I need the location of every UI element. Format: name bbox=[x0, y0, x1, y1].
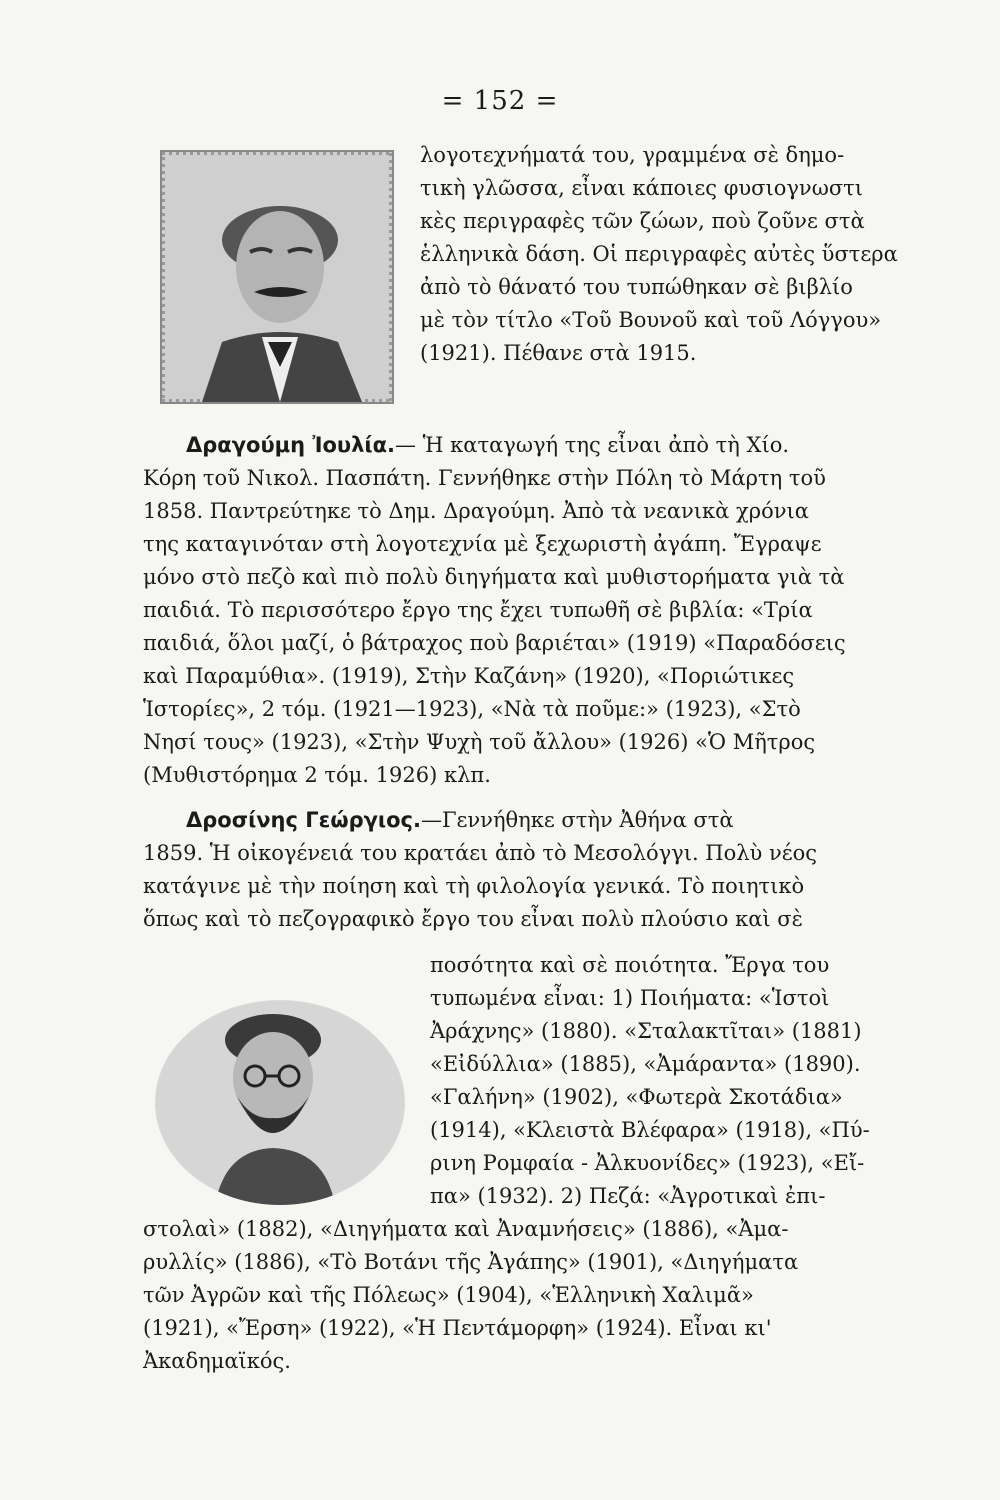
portrait-photo-man-moustache bbox=[160, 150, 394, 404]
heading-drosinis: Δροσίνης Γεώργιος. bbox=[186, 808, 421, 832]
text-line: τῶν Ἀγρῶν καὶ τῆς Πόλεως» (1904), «Ἑλληνικὴ Χαλιμᾶ» bbox=[143, 1283, 754, 1307]
text-line: πα» (1932). 2) Πεζά: «Ἀγροτικαὶ ἐπι- bbox=[430, 1184, 826, 1208]
text-line: παιδιά, ὅλοι μαζί, ὁ βάτραχος ποὺ βαριέται» (1919) «Παραδόσεις bbox=[143, 631, 846, 655]
text-line: στολαὶ» (1882), «Διηγήματα καὶ Ἀναμνήσεις» (1886), «Ἀμα- bbox=[143, 1217, 789, 1241]
text-line: (Μυθιστόρημα 2 τόμ. 1926) κλπ. bbox=[143, 763, 491, 787]
text-line: (1921), «Ἔρση» (1922), «Ἡ Πεντάμορφη» (1924). Εἶναι κι' bbox=[143, 1316, 772, 1340]
heading-dragoumi: Δραγούμη Ἰουλία. bbox=[186, 433, 395, 457]
text-line: παιδιά. Τὸ περισσότερο ἔργο της ἔχει τυπωθῆ σὲ βιβλία: «Τρία bbox=[143, 598, 813, 622]
text-line: «Γαλήνη» (1902), «Φωτερὰ Σκοτάδια» bbox=[430, 1085, 843, 1109]
text-line: Κόρη τοῦ Νικολ. Πασπάτη. Γεννήθηκε στὴν Πόλη τὸ Μάρτη τοῦ bbox=[143, 466, 826, 490]
text-line: μόνο στὸ πεζὸ καὶ πιὸ πολὺ διηγήματα καὶ μυθιστορήματα γιὰ τὰ bbox=[143, 565, 845, 589]
text-line: ρυλλίς» (1886), «Τὸ Βοτάνι τῆς Ἀγάπης» (1901), «Διηγήματα bbox=[143, 1250, 799, 1274]
text-line: ρινη Ρομφαία - Ἀλκυονίδες» (1923), «Εἴ- bbox=[430, 1151, 865, 1175]
portrait-illustration-oval bbox=[155, 1000, 405, 1205]
text-line: —Γεννήθηκε στὴν Ἀθήνα στὰ bbox=[420, 808, 734, 832]
text-line: κατάγινε μὲ τὴν ποίηση καὶ τὴ φιλολογία γενικά. Τὸ ποιητικὸ bbox=[143, 874, 805, 898]
text-line: ἑλληνικὰ δάση. Οἱ περιγραφὲς αὐτὲς ὕστερα bbox=[420, 242, 898, 266]
text-line: καὶ Παραμύθια». (1919), Στὴν Καζάνη» (1920), «Πoριώτικες bbox=[143, 664, 795, 688]
text-line: της καταγινόταν στὴ λογοτεχνία μὲ ξεχωριστὴ ἀγάπη. Ἔγραψε bbox=[143, 532, 822, 556]
text-line: κὲς περιγραφὲς τῶν ζώων, ποὺ ζοῦνε στὰ bbox=[420, 209, 865, 233]
text-line: (1914), «Κλειστὰ Βλέφαρα» (1918), «Πύ- bbox=[430, 1118, 870, 1142]
text-line: ἀπὸ τὸ θάνατό του τυπώθηκαν σὲ βιβλίο bbox=[420, 275, 853, 299]
text-line: Ἱστορίες», 2 τόμ. (1921—1923), «Νὰ τὰ ποῦμε:» (1923), «Στὸ bbox=[143, 697, 801, 721]
text-line: μὲ τὸν τίτλο «Τοῦ Βουνοῦ καὶ τοῦ Λόγγου» bbox=[420, 308, 882, 332]
entry-dragoumi bbox=[186, 430, 789, 460]
text-line: ποσότητα καὶ σὲ ποιότητα. Ἔργα του bbox=[430, 953, 830, 977]
text-line: «Εἰδύλλια» (1885), «Ἀμάραντα» (1890). bbox=[430, 1052, 861, 1076]
text-line: — Ἡ καταγωγή της εἶναι ἀπὸ τὴ Χίο. bbox=[394, 433, 790, 457]
text-line: 1858. Παντρεύτηκε τὸ Δημ. Δραγούμη. Ἀπὸ τὰ νεανικὰ χρόνια bbox=[143, 499, 809, 523]
text-line: τυπωμένα εἶναι: 1) Ποιήματα: «Ἱστοὶ bbox=[430, 986, 830, 1010]
text-line: Νησί τους» (1923), «Στὴν Ψυχὴ τοῦ ἄλλου» (1926) «Ὁ Μῆτρος bbox=[143, 730, 816, 754]
page-number: = 152 = bbox=[441, 86, 559, 116]
text-line: 1859. Ἡ οἰκογένειά του κρατάει ἀπὸ τὸ Μεσολόγγι. Πολὺ νέος bbox=[143, 841, 818, 865]
text-line: Ἀκαδημαϊκός. bbox=[143, 1349, 291, 1373]
portrait-illustration bbox=[162, 152, 392, 402]
portrait-photo-man-beard-glasses bbox=[155, 1000, 405, 1205]
text-line: Ἀράχνης» (1880). «Σταλακτῖται» (1881) bbox=[430, 1019, 862, 1043]
text-line: τικὴ γλῶσσα, εἶναι κάποιες φυσιογνωστι bbox=[420, 176, 863, 200]
text-line: ὅπως καὶ τὸ πεζογραφικὸ ἔργο του εἶναι πολὺ πλούσιο καὶ σὲ bbox=[143, 907, 803, 931]
entry-drosinis bbox=[186, 805, 734, 835]
text-line: λογοτεχνήματά του, γραμμένα σὲ δημο- bbox=[420, 143, 845, 167]
text-line: (1921). Πέθανε στὰ 1915. bbox=[420, 341, 697, 365]
